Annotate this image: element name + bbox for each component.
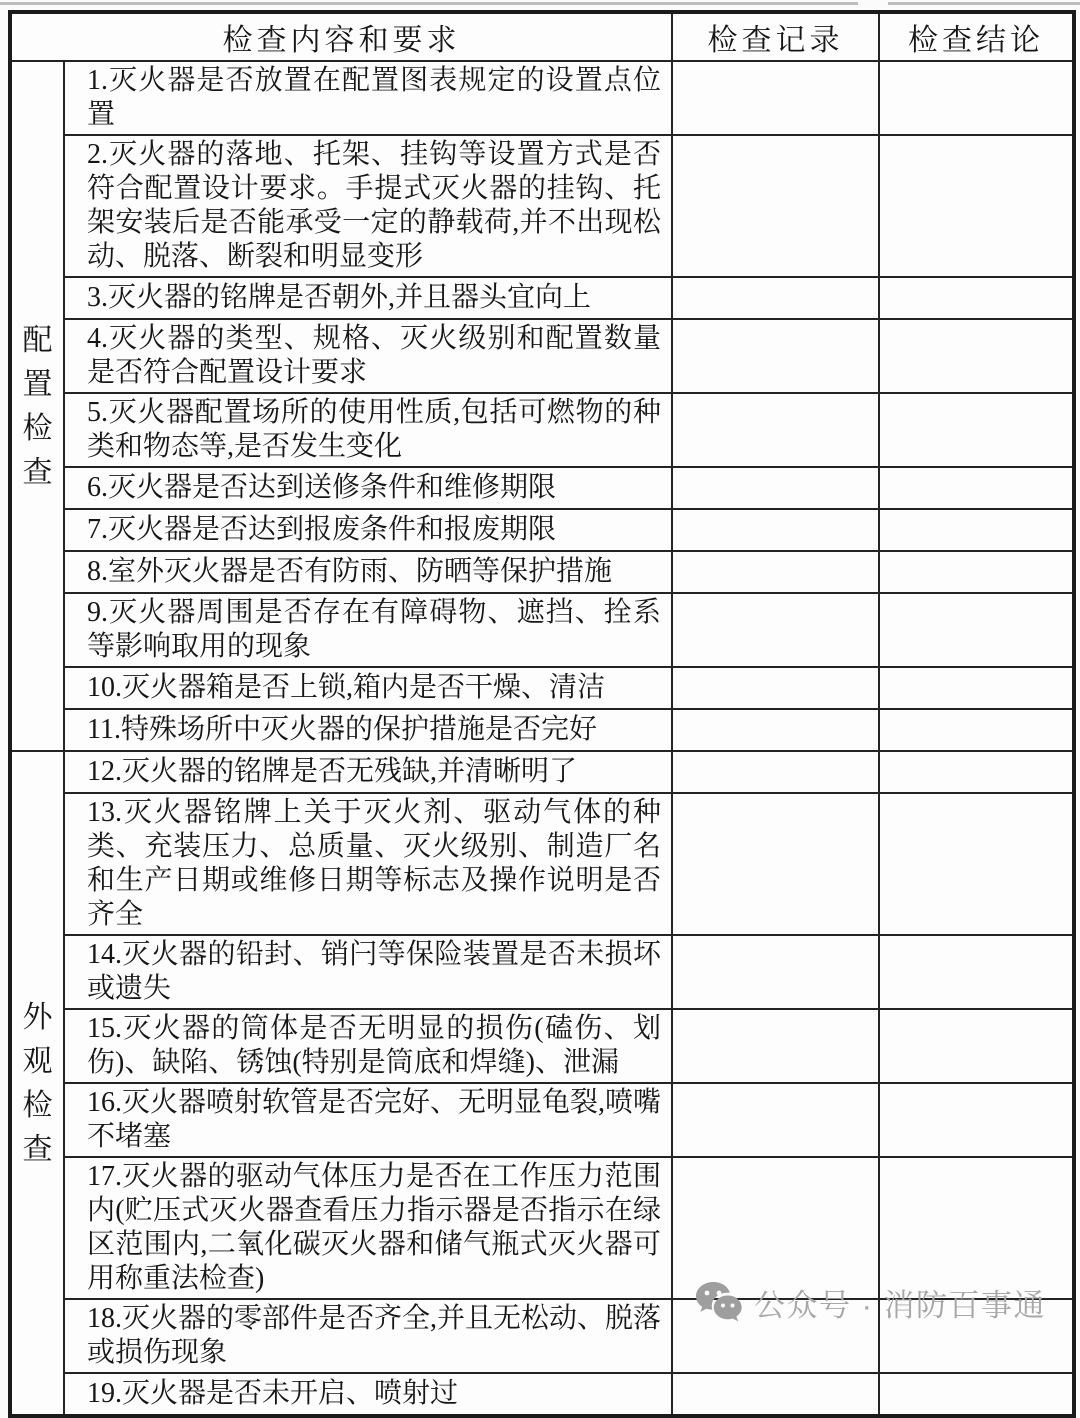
inspection-item-text: 4.灭火器的类型、规格、灭火级别和配置数量是否符合配置设计要求	[64, 319, 672, 393]
inspection-conclusion-cell	[879, 1009, 1074, 1083]
inspection-item-text: 19.灭火器是否未开启、喷射过	[64, 1373, 672, 1416]
table-row	[10, 1083, 1074, 1157]
inspection-item-text: 2.灭火器的落地、托架、挂钩等设置方式是否符合配置设计要求。手提式灭火器的挂钩、托架安装后是否能承受一定的静载荷,并不出现松动、脱落、断裂和明显变形	[64, 135, 672, 277]
header-inspection-conclusion: 检查结论	[879, 12, 1074, 61]
inspection-record-cell	[672, 135, 879, 277]
table-row	[10, 393, 1074, 467]
table-row	[10, 935, 1074, 1009]
inspection-conclusion-cell	[879, 1157, 1074, 1299]
header-content-and-requirements: 检查内容和要求	[10, 12, 672, 61]
inspection-conclusion-cell	[879, 751, 1074, 793]
inspection-record-cell	[672, 1299, 879, 1373]
inspection-conclusion-cell	[879, 135, 1074, 277]
inspection-record-cell	[672, 1157, 879, 1299]
table-row	[10, 1373, 1074, 1416]
inspection-record-cell	[672, 1009, 879, 1083]
table-row	[10, 551, 1074, 593]
table-row	[10, 1299, 1074, 1373]
inspection-item-text: 3.灭火器的铭牌是否朝外,并且器头宜向上	[64, 277, 672, 319]
inspection-item-text: 8.室外灭火器是否有防雨、防晒等保护措施	[64, 551, 672, 593]
table-row	[10, 509, 1074, 551]
table-row	[10, 751, 1074, 793]
inspection-conclusion-cell	[879, 1083, 1074, 1157]
inspection-item-text: 6.灭火器是否达到送修条件和维修期限	[64, 467, 672, 509]
vertical-label-char: 查	[22, 455, 53, 489]
inspection-conclusion-cell	[879, 667, 1074, 709]
inspection-conclusion-cell	[879, 61, 1074, 135]
inspection-record-cell	[672, 1373, 879, 1416]
inspection-conclusion-cell	[879, 709, 1074, 751]
vertical-label-char: 检	[22, 1088, 53, 1122]
inspection-record-cell	[672, 593, 879, 667]
inspection-record-cell	[672, 667, 879, 709]
vertical-label-char: 检	[22, 411, 53, 445]
inspection-item-text: 11.特殊场所中灭火器的保护措施是否完好	[64, 709, 672, 751]
inspection-item-text: 14.灭火器的铅封、销闩等保险装置是否未损坏或遗失	[64, 935, 672, 1009]
inspection-item-text: 17.灭火器的驱动气体压力是否在工作压力范围内(贮压式灭火器查看压力指示器是否指示在绿区范围内,二氧化碳灭火器和储气瓶式灭火器可用称重法检查)	[64, 1157, 672, 1299]
inspection-record-cell	[672, 509, 879, 551]
fire-extinguisher-inspection-table	[8, 10, 1076, 1418]
table-row	[10, 61, 1074, 135]
inspection-item-text: 10.灭火器箱是否上锁,箱内是否干燥、清洁	[64, 667, 672, 709]
vertical-label-char: 观	[22, 1044, 53, 1078]
inspection-conclusion-cell	[879, 1299, 1074, 1373]
inspection-record-cell	[672, 751, 879, 793]
inspection-item-text: 13.灭火器铭牌上关于灭火剂、驱动气体的种类、充装压力、总质量、灭火级别、制造厂名和生产日期或维修日期等标志及操作说明是否齐全	[64, 793, 672, 935]
inspection-item-text: 18.灭火器的零部件是否齐全,并且无松动、脱落或损伤现象	[64, 1299, 672, 1373]
inspection-conclusion-cell	[879, 551, 1074, 593]
header-inspection-record: 检查记录	[672, 12, 879, 61]
inspection-record-cell	[672, 467, 879, 509]
table-row	[10, 1009, 1074, 1083]
inspection-conclusion-cell	[879, 509, 1074, 551]
inspection-item-text: 12.灭火器的铭牌是否无残缺,并清晰明了	[64, 751, 672, 793]
header-row	[10, 12, 1074, 61]
table-row	[10, 135, 1074, 277]
inspection-item-text: 5.灭火器配置场所的使用性质,包括可燃物的种类和物态等,是否发生变化	[64, 393, 672, 467]
table-row	[10, 319, 1074, 393]
inspection-record-cell	[672, 319, 879, 393]
inspection-conclusion-cell	[879, 277, 1074, 319]
inspection-record-cell	[672, 935, 879, 1009]
inspection-record-cell	[672, 393, 879, 467]
inspection-conclusion-cell	[879, 467, 1074, 509]
inspection-item-text: 15.灭火器的筒体是否无明显的损伤(磕伤、划伤)、缺陷、锈蚀(特别是筒底和焊缝)、泄漏	[64, 1009, 672, 1083]
scan-artifact-line	[888, 2, 1080, 5]
inspection-record-cell	[672, 551, 879, 593]
inspection-conclusion-cell	[879, 793, 1074, 935]
inspection-conclusion-cell	[879, 593, 1074, 667]
inspection-item-text: 9.灭火器周围是否存在有障碍物、遮挡、拴系等影响取用的现象	[64, 593, 672, 667]
scan-artifact-line	[0, 2, 858, 5]
inspection-item-text: 7.灭火器是否达到报废条件和报废期限	[64, 509, 672, 551]
table-row	[10, 1157, 1074, 1299]
table-row	[10, 593, 1074, 667]
table-body	[10, 61, 1074, 1416]
section-configuration-inspection-label	[10, 61, 64, 751]
vertical-label-char: 置	[22, 367, 53, 401]
vertical-label-char: 配	[22, 323, 53, 357]
table-row	[10, 793, 1074, 935]
inspection-record-cell	[672, 277, 879, 319]
table-row	[10, 277, 1074, 319]
inspection-conclusion-cell	[879, 1373, 1074, 1416]
inspection-item-text: 16.灭火器喷射软管是否完好、无明显龟裂,喷嘴不堵塞	[64, 1083, 672, 1157]
inspection-conclusion-cell	[879, 935, 1074, 1009]
inspection-conclusion-cell	[879, 319, 1074, 393]
vertical-label-char: 查	[22, 1132, 53, 1166]
inspection-record-cell	[672, 1083, 879, 1157]
inspection-conclusion-cell	[879, 393, 1074, 467]
inspection-item-text: 1.灭火器是否放置在配置图表规定的设置点位置	[64, 61, 672, 135]
table-row	[10, 709, 1074, 751]
section-appearance-inspection-label	[10, 751, 64, 1416]
table-row	[10, 667, 1074, 709]
table-row	[10, 467, 1074, 509]
vertical-label-char: 外	[22, 1000, 53, 1034]
inspection-record-cell	[672, 61, 879, 135]
watermark-text: 公众号 · 消防百事通	[754, 1288, 1047, 1323]
inspection-record-cell	[672, 709, 879, 751]
inspection-record-cell	[672, 793, 879, 935]
